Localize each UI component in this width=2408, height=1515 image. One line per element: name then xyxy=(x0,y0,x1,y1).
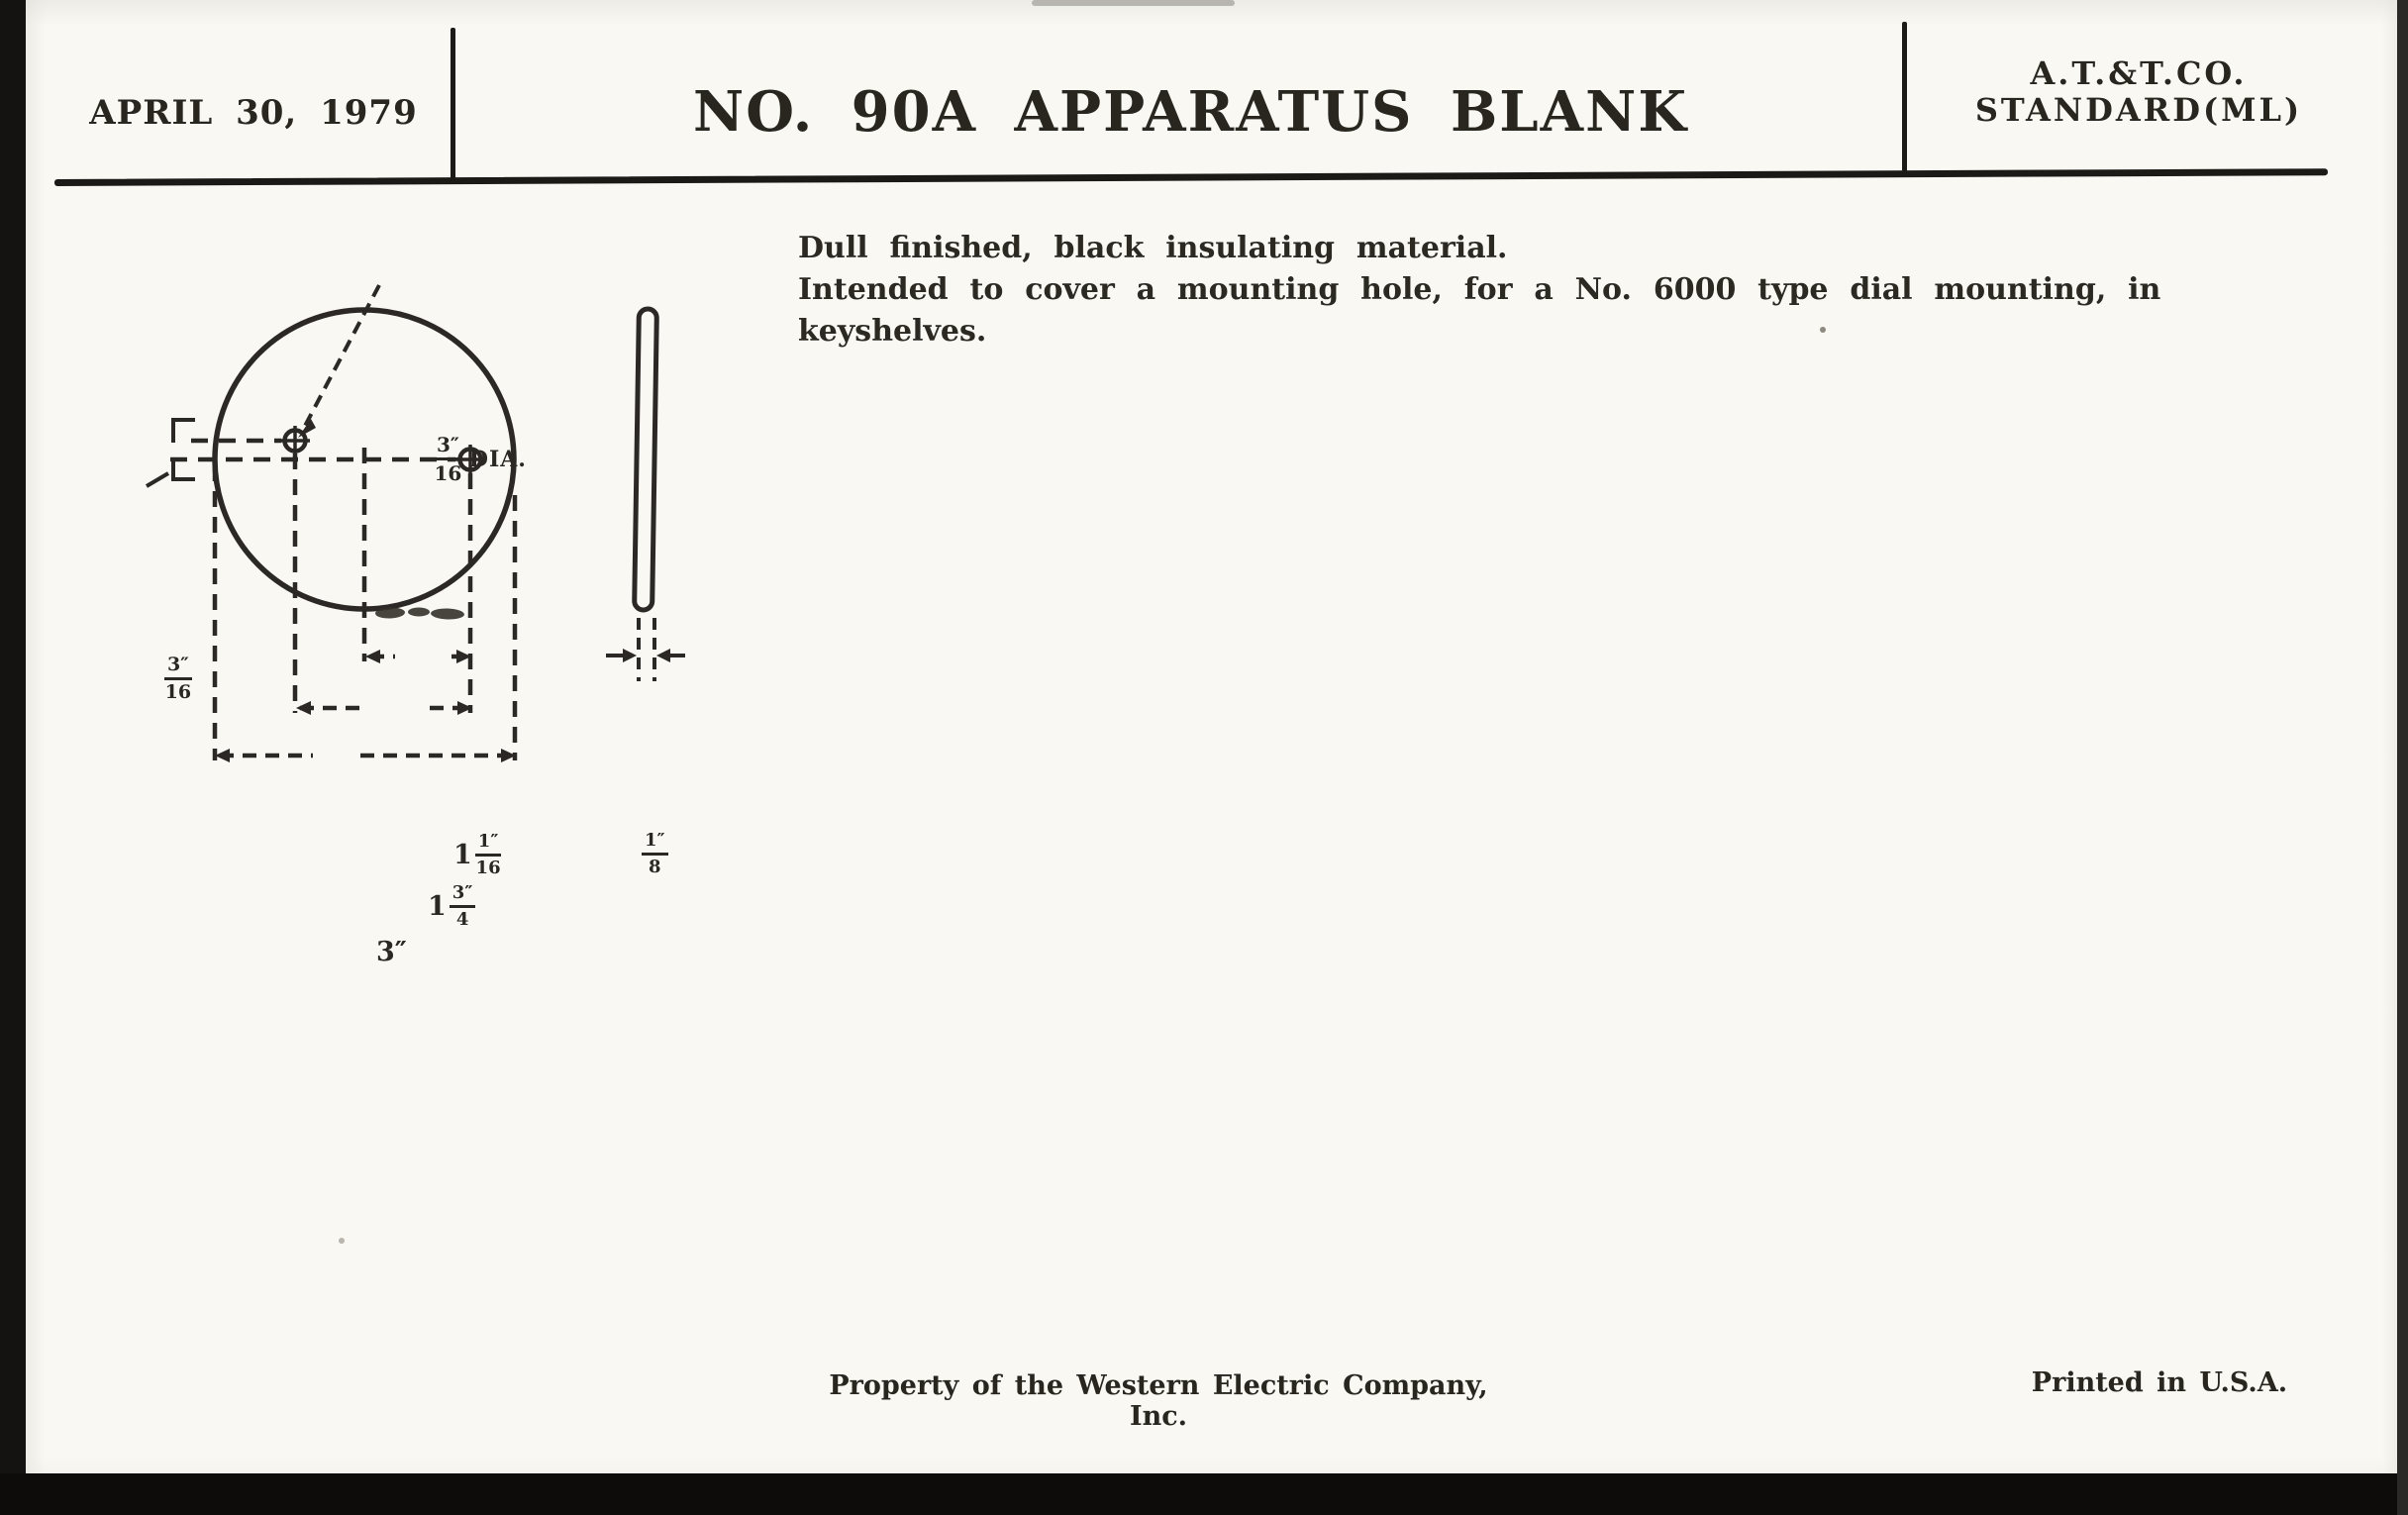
fraction: $\frac{3''}{16}$ xyxy=(164,654,192,703)
footer-printed-notice: Printed in U.S.A. xyxy=(2031,1367,2288,1398)
organization-stamp xyxy=(1939,55,2339,129)
dim-line-diameter xyxy=(215,749,516,762)
scan-edge-left xyxy=(0,0,26,1515)
dim-line-thickness xyxy=(606,618,685,681)
description-line-2: Intended to cover a mounting hole, for a No. 6000 type dial mounting, in keyshelves. xyxy=(798,272,2161,349)
hole-dia-leader xyxy=(304,285,379,428)
offset-tick-lower xyxy=(173,460,195,479)
label-hole-diameter xyxy=(434,435,527,483)
label-dia-suffix: DIA. xyxy=(468,446,527,472)
label-hole-offset xyxy=(164,656,192,702)
fraction: $\frac{1''}{16}$ xyxy=(475,831,501,878)
scan-edge-bottom xyxy=(0,1473,2408,1515)
label-dim-center-to-hole: 1 $\frac{1''}{16}$ xyxy=(453,831,501,878)
label-dim-diameter: 3″ xyxy=(376,937,407,967)
label-dim-thickness xyxy=(642,832,668,876)
extension-lines xyxy=(215,448,515,760)
side-view-outline xyxy=(635,309,657,610)
scan-artifact-top xyxy=(1032,0,1235,6)
dim-line-center-to-hole xyxy=(365,650,471,663)
label-dim-hole-spacing: 1 $\frac{3''}{4}$ xyxy=(428,884,475,929)
scan-edge-right xyxy=(2397,0,2408,1515)
organization-name: A.T.&T.CO. xyxy=(2030,54,2248,92)
document-date: APRIL 30, 1979 xyxy=(89,93,418,133)
header-divider-right xyxy=(1902,22,1907,177)
fraction: $\frac{1''}{8}$ xyxy=(642,832,668,876)
smudge-marks xyxy=(375,607,464,620)
fraction: $\frac{3''}{4}$ xyxy=(450,884,476,929)
description-block xyxy=(798,228,2343,353)
description-line-1: Dull finished, black insulating material. xyxy=(798,231,1508,265)
offset-leader xyxy=(147,473,168,486)
footer-property-notice: Property of the Western Electric Company, Inc. xyxy=(829,1370,1488,1432)
header-divider-left xyxy=(451,28,455,184)
technical-drawing xyxy=(59,203,752,837)
fraction: $\frac{3''}{16}$ xyxy=(434,433,462,485)
header-rule xyxy=(54,168,2328,186)
dim-line-hole-spacing xyxy=(296,701,472,715)
organization-standard: STANDARD(ML) xyxy=(1974,91,2303,129)
scan-speck xyxy=(339,1238,345,1244)
page-title: NO. 90A APPARATUS BLANK xyxy=(693,79,1688,145)
